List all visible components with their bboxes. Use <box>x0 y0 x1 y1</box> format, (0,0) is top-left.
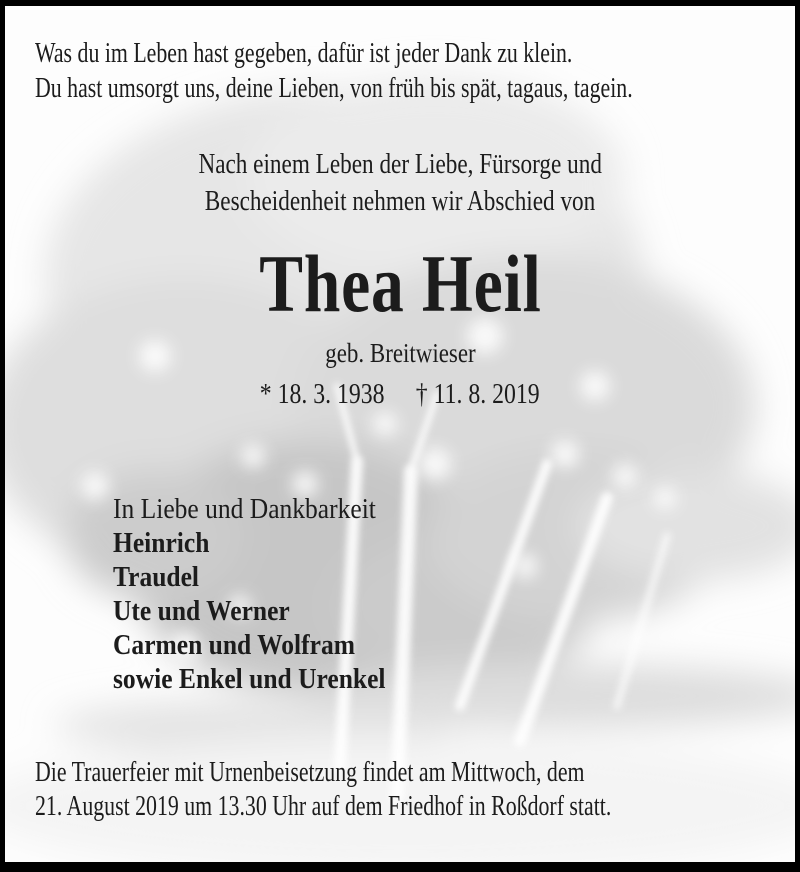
epigraph-verse <box>35 36 800 106</box>
mourner-name-row <box>113 526 800 560</box>
mourner-name-text: Ute und Werner <box>113 595 290 627</box>
mourner-name-row <box>113 628 800 662</box>
intro-line-1-text: Nach einem Leben der Liebe, Fürsorge und <box>198 148 602 180</box>
tree-watercolor-background <box>5 6 795 862</box>
funeral-line-2 <box>35 790 800 824</box>
mourner-name-row <box>113 594 800 628</box>
birth-star-symbol: * <box>260 378 272 410</box>
funeral-details-block <box>35 756 800 824</box>
deceased-name-block <box>5 238 795 330</box>
death-date-group <box>416 378 540 410</box>
mourner-name-row <box>113 662 800 696</box>
life-dates-line <box>5 378 795 411</box>
maiden-name-text: geb. Breitwieser <box>324 338 476 368</box>
mourner-name-text: Traudel <box>113 561 200 593</box>
funeral-line-1 <box>35 756 800 790</box>
birth-date: 18. 3. 1938 <box>277 378 385 410</box>
mourner-name-text: sowie Enkel und Urenkel <box>113 663 386 695</box>
intro-line-2-text: Bescheidenheit nehmen wir Abschied von <box>204 185 596 217</box>
deceased-name <box>5 238 795 330</box>
intro-line-2 <box>5 183 795 220</box>
birth-date-group <box>260 378 385 410</box>
mourner-name-row <box>113 560 800 594</box>
mourner-name-text: Heinrich <box>113 527 210 559</box>
mourners-block <box>113 492 800 696</box>
epigraph-line-2 <box>35 71 800 106</box>
maiden-name-line <box>5 338 795 369</box>
death-cross-symbol: † <box>416 378 428 410</box>
deceased-name-text: Thea Heil <box>258 238 542 329</box>
mourners-lead-line <box>113 492 800 526</box>
intro-statement <box>5 146 795 220</box>
epigraph-line-1 <box>35 36 800 71</box>
epigraph-line-2-text: Du hast umsorgt uns, deine Lieben, von früh bis spät, tagaus, tagein. <box>35 73 633 104</box>
intro-line-1 <box>5 146 795 183</box>
funeral-line-2-text: 21. August 2019 um 13.30 Uhr auf dem Friedhof in Roßdorf statt. <box>35 791 612 822</box>
mourner-name-text: Carmen und Wolfram <box>113 629 355 661</box>
epigraph-line-1-text: Was du im Leben hast gegeben, dafür ist jeder Dank zu klein. <box>35 38 573 69</box>
death-date: 11. 8. 2019 <box>433 378 540 410</box>
funeral-line-1-text: Die Trauerfeier mit Urnenbeisetzung findet am Mittwoch, dem <box>35 757 585 788</box>
mourners-lead-text: In Liebe und Dankbarkeit <box>113 493 376 525</box>
